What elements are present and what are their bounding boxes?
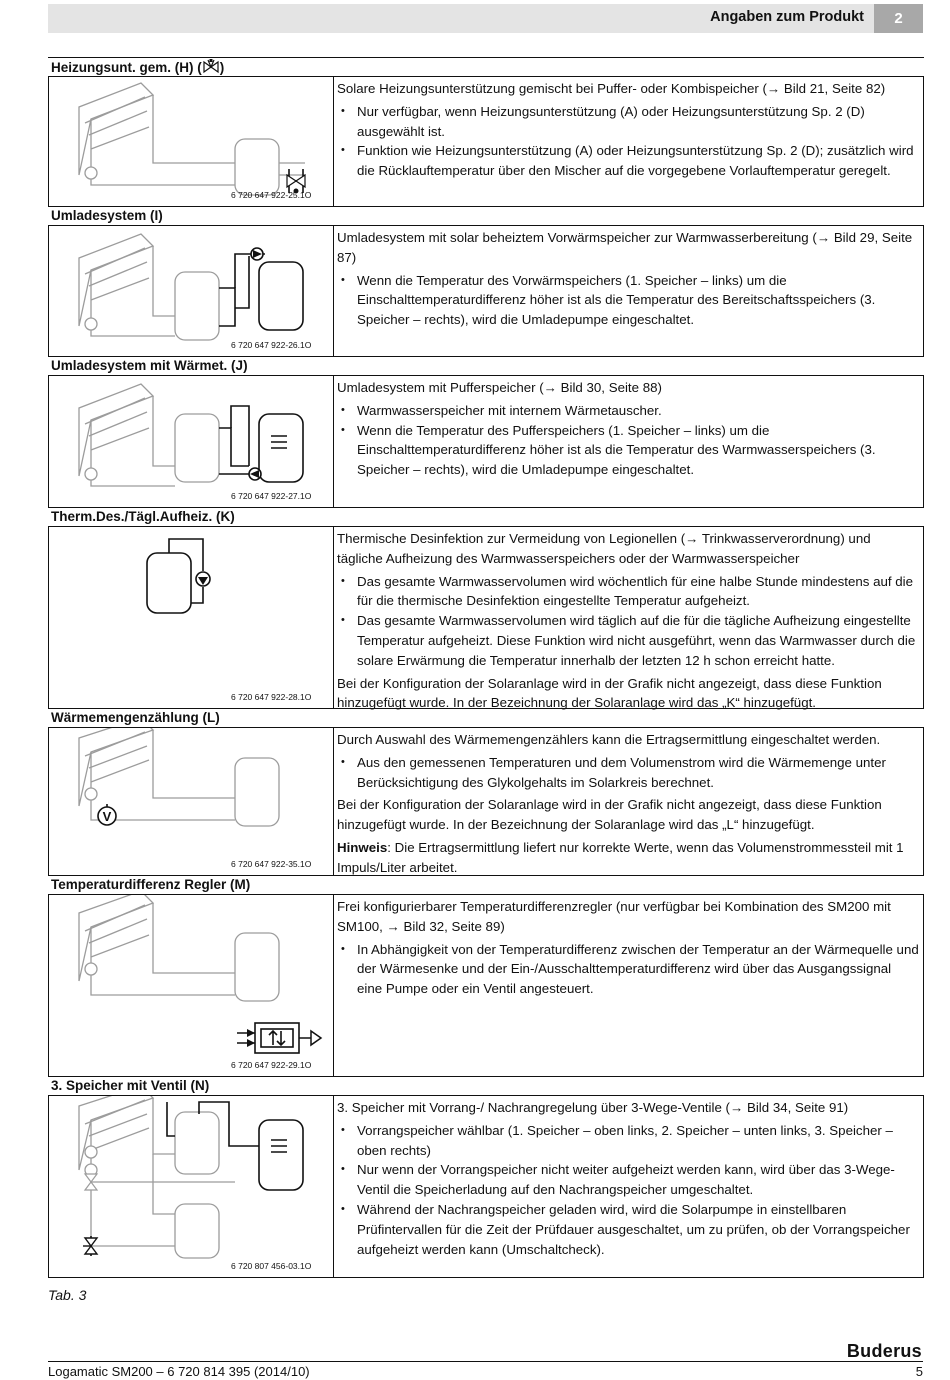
bullet-item: • Wenn die Temperatur des Pufferspeichers (1. Speicher – links) um die Einschalttemperaturdifferenz höher ist als die Temperatur des Warmwasserspeichers (3. Speicher – rechts), wird die Umladepumpe eingeschaltet.	[337, 421, 919, 480]
section-title-l: Wärmemengenzählung (L)	[48, 708, 924, 728]
bullet-item: • Während der Nachrangspeicher geladen wird, wird die Solarpumpe in einstellbaren Prüfintervallen für die Zeit der Prüfdauer ausgeschaltet, um zu prüfen, ob der Vorrangspeicher aufgeheizt werden kann (Umschaltcheck).	[337, 1200, 919, 1259]
section-row-k	[48, 527, 924, 711]
section-intro: Durch Auswahl des Wärmemengenzählers kann die Ertragsermittlung eingeschaltet werden.	[337, 732, 881, 747]
section-row-h	[48, 77, 924, 206]
figure-ref: 6 720 647 922-26.1O	[231, 340, 312, 350]
svg-text:V: V	[102, 809, 112, 824]
bullet-item: • Warmwasserspeicher mit internem Wärmetauscher.	[337, 401, 919, 421]
figure-ref: 6 720 807 456-03.1O	[231, 1261, 312, 1271]
footer-divider	[48, 1361, 923, 1362]
section-note: Bei der Konfiguration der Solaranlage wird in der Grafik nicht angezeigt, dass diese Funktion hinzugefügt wurde. In der Bezeichnung der Solaranlage wird das „L“ hinzugefügt.	[337, 797, 882, 833]
section-intro: Umladesystem mit Pufferspeicher (→ Bild 30, Seite 88)	[337, 380, 662, 395]
section-title-n: 3. Speicher mit Ventil (N)	[48, 1076, 924, 1096]
chapter-number: 2	[874, 4, 923, 33]
section-row-m	[48, 895, 924, 1076]
section-title-j: Umladesystem mit Wärmet. (J)	[48, 356, 924, 376]
section-row-n	[48, 1096, 924, 1278]
section-text-i	[335, 226, 923, 337]
section-text-k	[335, 527, 923, 720]
hint-note: Hinweis: Die Ertragsermittlung liefert nur korrekte Werte, wenn das Volumenstrommessteil mit 1 Impuls/Liter arbeitet.	[337, 839, 904, 875]
section-row-i	[48, 226, 924, 356]
bullet-item: • Vorrangspeicher wählbar (1. Speicher – oben links, 2. Speicher – unten links, 3. Speicher – oben rechts)	[337, 1121, 919, 1161]
section-title-h: Heizungsunt. gem. (H) ( )	[48, 57, 924, 77]
bullet-item: • Nur verfügbar, wenn Heizungsunterstützung (A) oder Heizungsunterstützung Sp. 2 (D) ausgewählt ist.	[337, 102, 919, 142]
section-text-m	[335, 895, 923, 1006]
diagram-n	[49, 1096, 334, 1277]
page-header	[48, 4, 923, 33]
section-text-l	[335, 728, 923, 885]
section-intro: Frei konfigurierbarer Temperaturdifferenzregler (nur verfügbar bei Kombination des SM200 mit SM100, → Bild 32, Seite 89)	[337, 899, 891, 934]
bullet-item: • Funktion wie Heizungsunterstützung (A) oder Heizungsunterstützung Sp. 2 (D); zusätzlich wird die Rücklauftemperatur über den Mischer auf die vorgegebene Vorlauftemperatur geregelt.	[337, 141, 919, 181]
page-number: 5	[915, 1364, 923, 1379]
diagram-k	[49, 527, 334, 708]
diagram-j	[49, 376, 334, 507]
diagram-i	[49, 226, 334, 356]
bullet-item: • Wenn die Temperatur des Vorwärmspeichers (1. Speicher – links) um die Einschalttemperaturdifferenz höher ist als die Temperatur des Bereitschaftsspeichers (3. Speicher – rechts), wird die Umladepumpe eingeschaltet.	[337, 271, 919, 330]
table-caption: Tab. 3	[48, 1287, 87, 1303]
section-intro: Solare Heizungsunterstützung gemischt bei Puffer- oder Kombispeicher (→ Bild 21, Seite 82)	[337, 81, 886, 96]
section-title-i: Umladesystem (I)	[48, 206, 924, 226]
header-title: Angaben zum Produkt	[710, 9, 864, 25]
section-intro: 3. Speicher mit Vorrang-/ Nachrangregelung über 3-Wege-Ventile (→ Bild 34, Seite 91)	[337, 1100, 849, 1115]
figure-ref: 6 720 647 922-25.1O	[231, 190, 312, 200]
figure-ref: 6 720 647 922-29.1O	[231, 1060, 312, 1070]
section-row-l	[48, 728, 924, 875]
section-intro: Umladesystem mit solar beheiztem Vorwärmspeicher zur Warmwasserbereitung (→ Bild 29, Seite 87)	[337, 230, 913, 265]
diagram-m	[49, 895, 334, 1076]
brand-logo: Buderus	[846, 1341, 922, 1361]
diagram-l	[49, 728, 334, 875]
function-table	[48, 57, 924, 1278]
bullet-item: • Nur wenn der Vorrangspeicher nicht weiter aufgeheizt werden kann, wird über das 3-Wege-Ventil die Speicherladung auf den Nachrangspeicher umgeschaltet.	[337, 1160, 919, 1200]
section-text-j	[335, 376, 923, 487]
diagram-h	[49, 77, 334, 206]
section-intro: Thermische Desinfektion zur Vermeidung von Legionellen (→ Trinkwasserverordnung) und tägliche Aufheizung des Warmwasserspeichers oder der Warmwasserspeicher	[337, 531, 871, 566]
bullet-item: • Das gesamte Warmwasservolumen wird täglich auf die für die tägliche Aufheizung eingestellte Temperatur aufgeheizt. Diese Funktion wird nicht ausgeführt, wenn das Warmwasser durch die solare Erwärmung die Temperatur innerhalb der letzten 12 h schon erreicht hatte.	[337, 611, 919, 670]
bullet-item: • Das gesamte Warmwasservolumen wird wöchentlich für eine halbe Stunde mindestens auf die für die thermische Desinfektion eingestellte Temperatur aufgeheizt.	[337, 572, 919, 612]
figure-ref: 6 720 647 922-35.1O	[231, 859, 312, 869]
section-row-j	[48, 376, 924, 507]
section-title-k: Therm.Des./Tägl.Aufheiz. (K)	[48, 507, 924, 527]
bullet-item: • In Abhängigkeit von der Temperaturdifferenz zwischen der Temperatur an der Wärmequelle und der Wärmesenke und der Ein-/Ausschalttemperaturdifferenz wird über das Ausgangssignal eine Pumpe oder ein Ventil angesteuert.	[337, 940, 919, 999]
mixer-valve-icon	[202, 59, 220, 75]
figure-ref: 6 720 647 922-27.1O	[231, 491, 312, 501]
section-text-h	[335, 77, 923, 188]
section-note: Bei der Konfiguration der Solaranlage wird in der Grafik nicht angezeigt, dass diese Funktion hinzugefügt wurde. In der Bezeichnung der Solaranlage wird das „K“ hinzugefügt.	[337, 675, 882, 711]
section-title-m: Temperaturdifferenz Regler (M)	[48, 875, 924, 895]
figure-ref: 6 720 647 922-28.1O	[231, 692, 312, 702]
footer-doc-id: Logamatic SM200 – 6 720 814 395 (2014/10)	[48, 1364, 310, 1379]
bullet-item: • Aus den gemessenen Temperaturen und dem Volumenstrom wird die Wärmemenge unter Berücksichtigung des Glykolgehalts im Solarkreis berechnet.	[337, 753, 919, 793]
section-text-n	[335, 1096, 923, 1266]
